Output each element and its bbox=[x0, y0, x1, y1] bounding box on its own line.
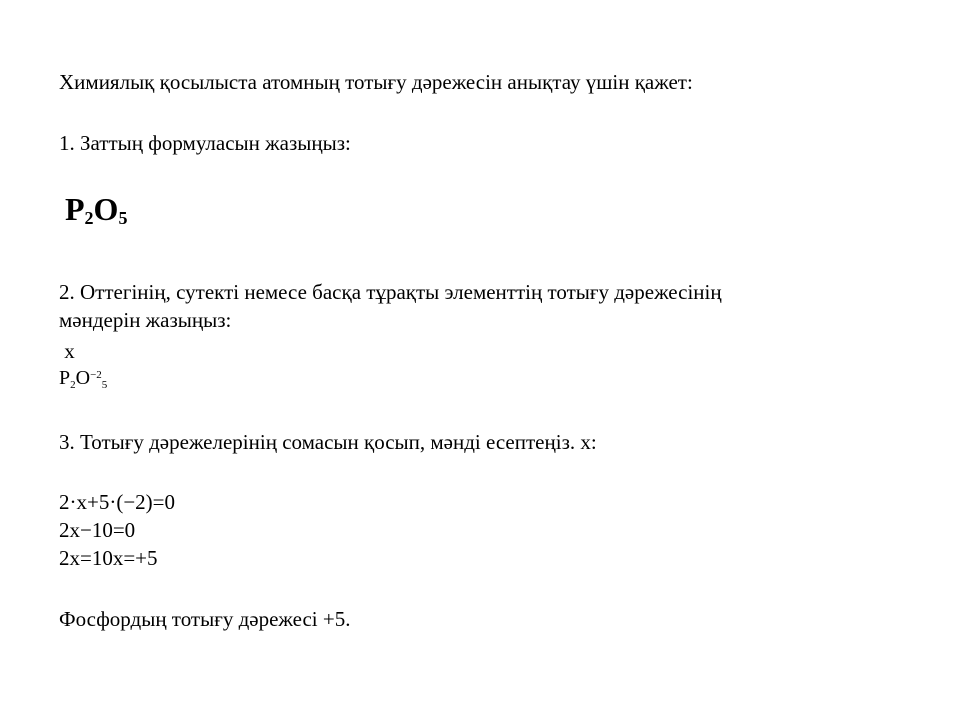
x-label: x bbox=[59, 339, 75, 363]
step-3-text: 3. Тотығу дәрежелерінің сомасын қосып, мәнді есептеңіз. x: bbox=[59, 430, 597, 454]
formula-p: P bbox=[65, 191, 85, 227]
formula-p-subscript: 2 bbox=[84, 208, 94, 228]
formula-o-subscript: 5 bbox=[118, 208, 128, 228]
small-formula-o-charge: −2 bbox=[90, 369, 102, 381]
small-formula-o: O bbox=[75, 367, 91, 389]
small-formula-p-subscript: 2 bbox=[70, 379, 76, 391]
small-formula-p: P bbox=[59, 367, 71, 389]
formula-p2o5 bbox=[65, 190, 127, 233]
equation-2: 2x−10=0 bbox=[59, 518, 136, 542]
equation-1: 2·x+5·(−2)=0 bbox=[59, 490, 176, 514]
equation-3: 2x=10x=+5 bbox=[59, 546, 158, 570]
formula-o: O bbox=[93, 191, 119, 227]
step-2-line-2: мәндерін жазыңыз: bbox=[59, 308, 232, 332]
small-formula-o-subscript: 5 bbox=[101, 379, 108, 391]
intro-text: Химиялық қосылыста атомның тотығу дәрежесін анықтау үшін қажет: bbox=[59, 70, 693, 94]
conclusion-text: Фосфордың тотығу дәрежесі +5. bbox=[59, 607, 351, 631]
step-1-text: 1. Заттың формуласын жазыңыз: bbox=[59, 131, 351, 155]
formula-with-charges bbox=[59, 366, 107, 393]
step-2-line-1: 2. Оттегінің, сутекті немесе басқа тұрақты элементтің тотығу дәрежесінің bbox=[59, 280, 722, 304]
